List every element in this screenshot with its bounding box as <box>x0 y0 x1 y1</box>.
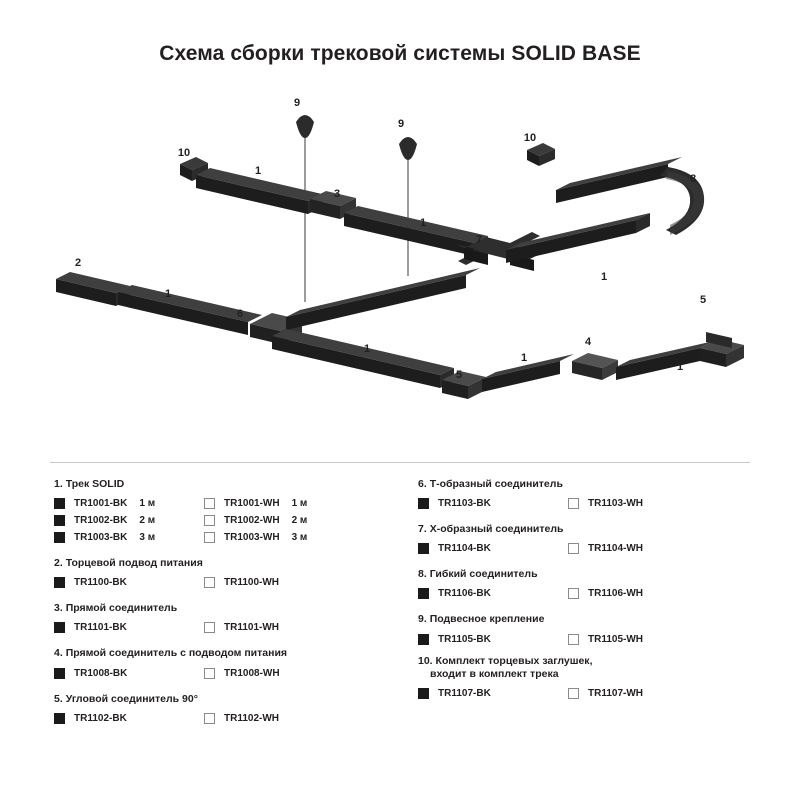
color-swatch-black-icon <box>54 713 65 724</box>
callout-labels <box>75 97 706 381</box>
legend-row <box>418 543 758 554</box>
legend-group-9 <box>418 613 758 644</box>
legend-group-name: Гибкий соединитель <box>429 568 538 581</box>
page-title: Схема сборки трековой системы SOLID BASE <box>159 42 641 65</box>
callout-label: 5 <box>699 294 707 306</box>
color-swatch-white-icon <box>568 688 579 699</box>
legend-row <box>54 577 394 588</box>
legend-code: TR1102-BK <box>74 712 127 724</box>
legend-group-subtitle: входит в комплект трека <box>430 667 559 680</box>
legend-length: 3 м <box>139 532 156 544</box>
callout-label: 1 <box>676 361 684 373</box>
assembly-diagram <box>0 80 800 460</box>
legend <box>0 478 800 788</box>
legend-item-black[interactable] <box>54 515 204 526</box>
legend-group-number: 1. <box>54 478 63 490</box>
color-swatch-white-icon <box>204 622 215 633</box>
legend-row <box>418 688 758 699</box>
color-swatch-white-icon <box>204 498 215 509</box>
legend-group-number: 4. <box>54 647 63 660</box>
callout-label: 4 <box>584 336 592 348</box>
track-center <box>286 268 480 330</box>
legend-group-name: Торцевой подвод питания <box>65 557 203 570</box>
diagram-svg <box>0 80 800 460</box>
legend-item-white[interactable] <box>204 515 364 526</box>
legend-group-title <box>54 602 394 615</box>
legend-group-name: Трек SOLID <box>65 478 125 490</box>
legend-row <box>54 532 394 543</box>
callout-label: 6 <box>236 308 244 320</box>
color-swatch-white-icon <box>204 577 215 588</box>
color-swatch-black-icon <box>54 668 65 679</box>
legend-item-white[interactable] <box>204 713 364 724</box>
legend-item-white[interactable] <box>568 588 728 599</box>
legend-group-title <box>418 655 758 681</box>
legend-length: 3 м <box>291 532 308 544</box>
legend-item-black[interactable] <box>418 543 568 554</box>
legend-group-4 <box>54 647 394 678</box>
legend-item-black[interactable] <box>418 634 568 645</box>
color-swatch-white-icon <box>204 713 215 724</box>
color-swatch-black-icon <box>418 543 429 554</box>
legend-group-title <box>54 647 394 660</box>
end-cap-right <box>527 143 555 166</box>
callout-label: 1 <box>254 165 262 177</box>
callout-label: 7 <box>475 234 483 246</box>
legend-code: TR1100-BK <box>74 577 127 589</box>
legend-group-number: 9. <box>418 613 427 626</box>
legend-group-number: 8. <box>418 568 427 581</box>
callout-label: 10 <box>177 147 191 159</box>
legend-group-name: Угловой соединитель 90° <box>65 692 198 705</box>
callout-label: 1 <box>363 343 371 355</box>
callout-label: 8 <box>689 173 697 185</box>
legend-group-title <box>54 478 394 491</box>
legend-row <box>418 634 758 645</box>
legend-group-number: 6. <box>418 478 427 490</box>
legend-code: TR1103-WH <box>588 498 644 510</box>
legend-group-title <box>418 613 758 626</box>
legend-group-name: Х-образный соединитель <box>429 523 564 536</box>
color-swatch-black-icon <box>54 498 65 509</box>
legend-item-white[interactable] <box>204 668 364 679</box>
legend-item-white[interactable] <box>568 543 728 554</box>
legend-code: TR1002-BK <box>74 515 128 527</box>
legend-code: TR1003-BK <box>74 532 128 544</box>
color-swatch-white-icon <box>204 515 215 526</box>
callout-label: 1 <box>600 271 608 283</box>
legend-code: TR1002-WH <box>224 515 280 527</box>
section-divider <box>50 462 750 463</box>
legend-code: TR1105-WH <box>588 633 644 645</box>
legend-code: TR1008-BK <box>74 667 128 679</box>
legend-item-black[interactable] <box>54 532 204 543</box>
color-swatch-white-icon <box>568 634 579 645</box>
flexible-connector <box>660 167 704 235</box>
legend-group-8 <box>418 568 758 599</box>
legend-group-name: Подвесное крепление <box>429 613 545 626</box>
color-swatch-white-icon <box>568 588 579 599</box>
callout-label: 2 <box>74 257 82 269</box>
legend-group-number: 3. <box>54 602 63 615</box>
legend-item-white[interactable] <box>568 688 728 699</box>
legend-code: TR1102-WH <box>224 712 280 724</box>
legend-code: TR1106-BK <box>438 588 491 600</box>
legend-item-black[interactable] <box>418 498 568 509</box>
legend-code: TR1003-WH <box>224 532 280 544</box>
callout-label: 10 <box>523 132 537 144</box>
color-swatch-black-icon <box>418 498 429 509</box>
track-bottom-right-b <box>616 341 714 380</box>
color-swatch-black-icon <box>418 588 429 599</box>
color-swatch-black-icon <box>418 634 429 645</box>
legend-code: TR1001-BK <box>74 498 128 510</box>
legend-group-6 <box>418 478 758 509</box>
legend-group-title <box>418 478 758 491</box>
legend-group-2 <box>54 557 394 588</box>
callout-label: 5 <box>455 369 463 381</box>
legend-item-black[interactable] <box>54 668 204 679</box>
legend-group-10 <box>418 655 758 699</box>
legend-group-title <box>54 557 394 570</box>
legend-item-white[interactable] <box>204 498 364 509</box>
legend-code: TR1106-WH <box>588 588 644 600</box>
color-swatch-white-icon <box>568 543 579 554</box>
color-swatch-black-icon <box>54 532 65 543</box>
legend-column-left <box>54 478 394 730</box>
legend-item-white[interactable] <box>568 498 728 509</box>
color-swatch-white-icon <box>204 668 215 679</box>
callout-label: 3 <box>333 188 341 200</box>
legend-code: TR1107-BK <box>438 687 491 699</box>
legend-item-white[interactable] <box>204 622 364 633</box>
track-upper-right-outer <box>556 157 682 203</box>
legend-group-name: Т-образный соединитель <box>429 478 563 490</box>
legend-code: TR1100-WH <box>224 577 280 589</box>
track-upper-mid <box>344 206 488 256</box>
legend-item-white[interactable] <box>204 532 364 543</box>
legend-row <box>54 622 394 633</box>
callout-label: 1 <box>164 288 172 300</box>
legend-group-5 <box>54 693 394 724</box>
callout-label: 9 <box>397 118 405 130</box>
power-connector <box>572 353 618 380</box>
legend-row <box>418 588 758 599</box>
legend-group-number: 7. <box>418 523 427 536</box>
legend-row <box>418 498 758 509</box>
legend-group-3 <box>54 602 394 633</box>
legend-item-black[interactable] <box>54 713 204 724</box>
legend-length: 1 м <box>139 498 156 510</box>
legend-item-white[interactable] <box>204 577 364 588</box>
legend-row <box>54 498 394 509</box>
legend-group-1 <box>54 478 394 543</box>
legend-group-7 <box>418 523 758 554</box>
legend-row <box>54 668 394 679</box>
legend-code: TR1105-BK <box>438 633 491 645</box>
track-lower-left <box>272 329 454 388</box>
legend-column-right <box>418 478 758 705</box>
color-swatch-black-icon <box>418 688 429 699</box>
legend-item-white[interactable] <box>568 634 728 645</box>
legend-code: TR1001-WH <box>224 498 280 510</box>
legend-row <box>54 713 394 724</box>
legend-code: TR1104-BK <box>438 543 491 555</box>
legend-group-name: Прямой соединитель <box>65 602 178 615</box>
legend-item-black[interactable] <box>54 622 204 633</box>
callout-label: 9 <box>293 97 301 109</box>
legend-item-black[interactable] <box>418 588 568 599</box>
legend-group-title <box>54 693 394 706</box>
legend-length: 1 м <box>291 498 308 510</box>
legend-group-number: 5. <box>54 692 63 705</box>
color-swatch-white-icon <box>204 532 215 543</box>
track-left-long <box>56 272 262 335</box>
legend-length: 2 м <box>139 515 156 527</box>
color-swatch-black-icon <box>54 577 65 588</box>
legend-group-number: 2. <box>54 557 63 570</box>
legend-item-black[interactable] <box>54 498 204 509</box>
color-swatch-white-icon <box>568 498 579 509</box>
legend-length: 2 м <box>291 515 308 527</box>
legend-group-name: Прямой соединитель с подводом питания <box>65 647 288 660</box>
legend-code: TR1008-WH <box>224 667 280 679</box>
legend-code: TR1101-BK <box>74 622 127 634</box>
color-swatch-black-icon <box>54 622 65 633</box>
legend-group-title <box>418 523 758 536</box>
track-bottom-right-a <box>482 354 574 392</box>
callout-label: 1 <box>419 217 427 229</box>
legend-item-black[interactable] <box>418 688 568 699</box>
legend-row <box>54 515 394 526</box>
legend-item-black[interactable] <box>54 577 204 588</box>
legend-group-title <box>418 568 758 581</box>
legend-group-name: Комплект торцевых заглушек, <box>435 654 593 667</box>
legend-group-number: 10. <box>418 654 433 667</box>
legend-code: TR1104-WH <box>588 543 644 555</box>
callout-label: 1 <box>520 352 528 364</box>
legend-code: TR1103-BK <box>438 498 491 510</box>
color-swatch-black-icon <box>54 515 65 526</box>
legend-code: TR1107-WH <box>588 687 644 699</box>
legend-code: TR1101-WH <box>224 622 280 634</box>
